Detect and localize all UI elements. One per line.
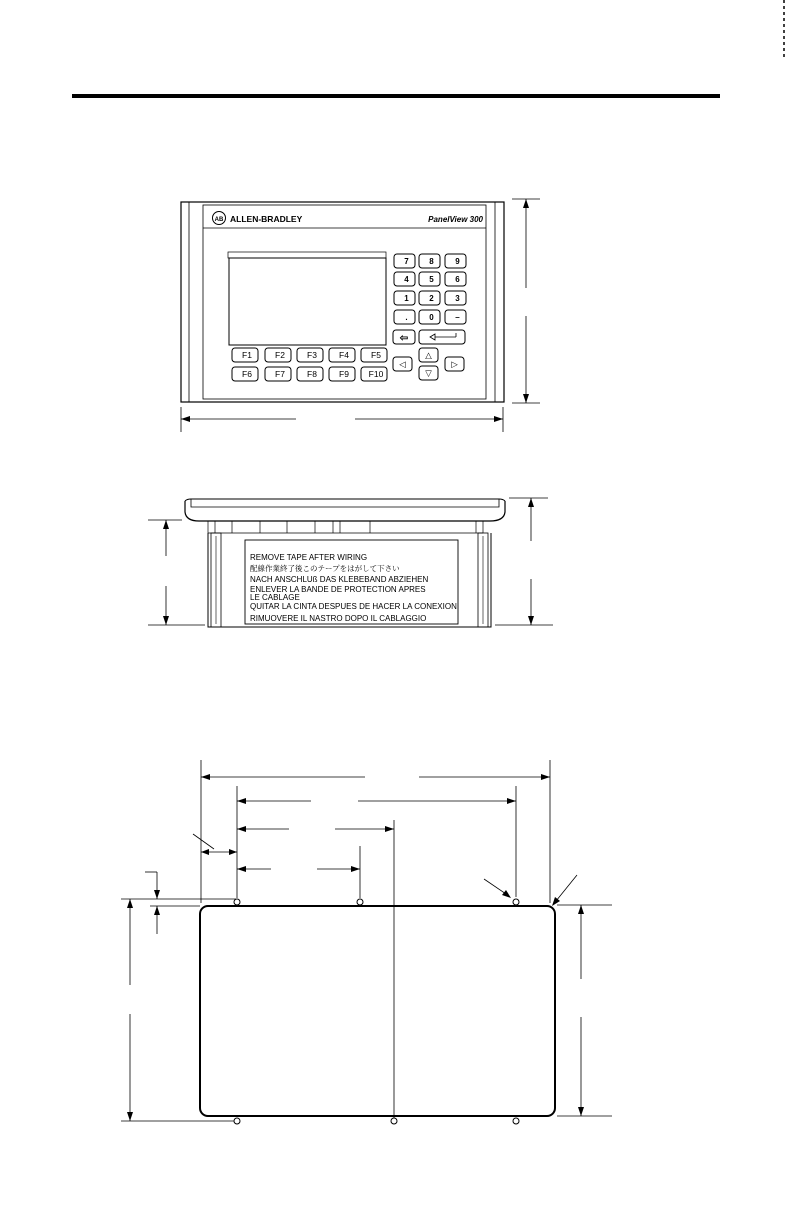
label-line-ja: 配線作業終了後このテープをはがして下さい: [250, 564, 400, 573]
mounting-hole: [234, 1118, 240, 1124]
corner-radius-leader-line: [556, 875, 577, 901]
numpad-key-label: 6: [455, 275, 460, 284]
mounting-hole: [391, 1118, 397, 1124]
arrow-down-icon: ▽: [425, 368, 432, 378]
label-line-es: QUITAR LA CINTA DESPUES DE HACER LA CONEXION: [250, 602, 457, 611]
arrow-up-icon: △: [425, 350, 432, 360]
function-key-f5-label: F5: [371, 350, 381, 360]
numpad-key-label: 0: [429, 313, 434, 322]
numpad-key-label: 3: [455, 294, 460, 303]
mounting-hole: [357, 899, 363, 905]
brand-name: ALLEN-BRADLEY: [230, 214, 303, 224]
function-key-f6-label: F6: [242, 369, 252, 379]
function-key-f2-label: F2: [275, 350, 285, 360]
numpad-key-label: 9: [455, 257, 460, 266]
function-key-f10-label: F10: [368, 369, 384, 379]
mounting-hole: [234, 899, 240, 905]
label-line-it: RIMUOVERE IL NASTRO DOPO IL CABLAGGIO: [250, 614, 427, 623]
function-key-f1-label: F1: [242, 350, 252, 360]
numpad-key-label: 7: [404, 257, 409, 266]
numpad-key-label: .: [405, 313, 408, 322]
label-line-fr-2: LE CABLAGE: [250, 593, 300, 602]
function-key-f9-label: F9: [339, 369, 349, 379]
mounting-hole: [513, 1118, 519, 1124]
label-line-de: NACH ANSCHLUß DAS KLEBEBAND ABZIEHEN: [250, 575, 429, 584]
arrow-left-icon: ◁: [399, 359, 406, 369]
numpad-key-label: –: [455, 313, 460, 322]
numpad-key-label: 2: [429, 294, 434, 303]
numpad-key-label: 4: [404, 275, 409, 284]
arrow-right-icon: ▷: [451, 359, 458, 369]
backspace-icon: ⇦: [399, 333, 409, 344]
function-key-f4-label: F4: [339, 350, 349, 360]
numpad-key-label: 5: [429, 275, 434, 284]
function-key-f7-label: F7: [275, 369, 285, 379]
logo-text: AB: [214, 217, 224, 223]
function-key-f8-label: F8: [307, 369, 317, 379]
label-line-fr-1: ENLEVER LA BANDE DE PROTECTION APRES: [250, 585, 426, 594]
label-line-en: REMOVE TAPE AFTER WIRING: [250, 553, 368, 562]
numpad-key-label: 1: [404, 294, 409, 303]
numpad-key-label: 8: [429, 257, 434, 266]
mounting-hole: [513, 899, 519, 905]
product-name: PanelView 300: [428, 215, 483, 224]
panel-cutout-outline: [200, 906, 555, 1116]
function-key-f3-label: F3: [307, 350, 317, 360]
